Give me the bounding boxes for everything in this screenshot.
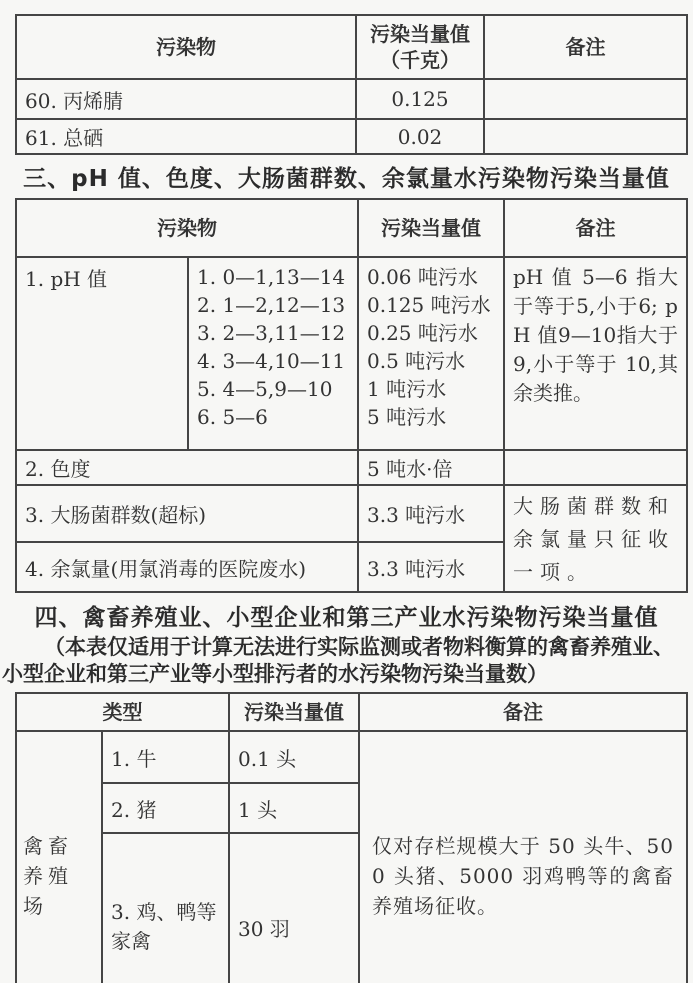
merged-remark-cell: 仅对存栏规模大于 50 头牛、500 头猪、5000 羽鸡鸭等的禽畜养殖场征收。 bbox=[359, 731, 687, 983]
ph-label-cell: 1. pH 值 bbox=[16, 257, 188, 450]
section4-note: （本表仅适用于计算无法进行实际监测或者物料衡算的禽畜养殖业、小型企业和第三产业等小型排污者的水污染物污染当量数） bbox=[2, 635, 674, 686]
table-row bbox=[16, 731, 687, 783]
value-cell: 0.125 bbox=[356, 79, 484, 119]
ph-remark-text: pH 值 5—6 指大于等于5,小于6; pH 值9—10指大于 9,小于等于 10,其余类推。 bbox=[513, 265, 678, 405]
value-cell: 1 头 bbox=[229, 783, 359, 833]
value-cell: 0.02 bbox=[356, 119, 484, 154]
value-cell: 3.3 吨污水 bbox=[358, 485, 504, 542]
value-cell: 3.3 吨污水 bbox=[358, 542, 504, 592]
remark-cell bbox=[484, 79, 687, 119]
ph-value-item: 0.5 吨污水 bbox=[367, 349, 466, 373]
type-cell: 3. 鸡、鸭等家禽 bbox=[102, 833, 229, 983]
ph-value-item: 0.125 吨污水 bbox=[367, 293, 491, 317]
remark-cell bbox=[504, 450, 687, 485]
type-cell: 2. 猪 bbox=[102, 783, 229, 833]
pollutant-cell: 4. 余氯量(用氯消毒的医院废水) bbox=[16, 542, 358, 592]
pollutant-cell: 2. 色度 bbox=[16, 450, 358, 485]
livestock-table bbox=[15, 692, 688, 983]
col-header-equivalent-value bbox=[356, 15, 484, 79]
remark-cell bbox=[484, 119, 687, 154]
ph-range-item: 4. 3—4,10—11 bbox=[197, 349, 346, 373]
col-header-equivalent-value: 污染当量值 bbox=[358, 199, 504, 257]
pollutant-cell: 61. 总硒 bbox=[16, 119, 356, 154]
merged-remark-cell: 大肠菌群数和余氯量只征收一项。 bbox=[504, 485, 687, 592]
col-header-remark: 备注 bbox=[504, 199, 687, 257]
table-row bbox=[16, 485, 687, 542]
table-header-row bbox=[16, 15, 687, 79]
table-row bbox=[16, 450, 687, 485]
pollutant-cell: 60. 丙烯腈 bbox=[16, 79, 356, 119]
col-header-equivalent-value-line1: 污染当量值 bbox=[370, 22, 470, 46]
ph-value-row bbox=[16, 257, 687, 450]
type-cell: 1. 牛 bbox=[102, 731, 229, 783]
ph-range-list-cell bbox=[188, 257, 358, 450]
ph-remark-cell bbox=[504, 257, 687, 450]
ph-value-item: 1 吨污水 bbox=[367, 377, 447, 401]
section4-title: 四、禽畜养殖业、小型企业和第三产业水污染物污染当量值 bbox=[34, 605, 659, 631]
table-header-row bbox=[16, 693, 687, 731]
table-header-row bbox=[16, 199, 687, 257]
ph-chroma-coliform-table bbox=[15, 198, 688, 593]
col-header-equivalent-value: 污染当量值 bbox=[229, 693, 359, 731]
col-header-pollutant: 污染物 bbox=[16, 199, 358, 257]
col-header-pollutant: 污染物 bbox=[16, 15, 356, 79]
table-row bbox=[16, 79, 687, 119]
ph-value-list-cell bbox=[358, 257, 504, 450]
pollutant-cell: 3. 大肠菌群数(超标) bbox=[16, 485, 358, 542]
ph-range-item: 1. 0—1,13—14 bbox=[197, 265, 346, 289]
ph-range-item: 5. 4—5,9—10 bbox=[197, 377, 333, 401]
ph-range-item: 2. 1—2,12—13 bbox=[197, 293, 346, 317]
value-cell: 5 吨水·倍 bbox=[358, 450, 504, 485]
ph-range-item: 3. 2—3,11—12 bbox=[197, 321, 346, 345]
col-header-equivalent-value-line2: （千克） bbox=[380, 48, 460, 72]
section3-title: 三、pH 值、色度、大肠菌群数、余氯量水污染物污染当量值 bbox=[23, 166, 670, 192]
col-header-remark: 备注 bbox=[359, 693, 687, 731]
col-header-remark: 备注 bbox=[484, 15, 687, 79]
value-cell: 30 羽 bbox=[229, 833, 359, 983]
ph-value-item: 5 吨污水 bbox=[367, 405, 447, 429]
table-row bbox=[16, 119, 687, 154]
ph-value-item: 0.06 吨污水 bbox=[367, 265, 478, 289]
pollutant-kg-table bbox=[15, 14, 688, 155]
value-cell: 0.1 头 bbox=[229, 731, 359, 783]
ph-range-item: 6. 5—6 bbox=[197, 405, 268, 429]
col-header-type: 类型 bbox=[16, 693, 229, 731]
ph-value-item: 0.25 吨污水 bbox=[367, 321, 478, 345]
livestock-group-cell: 禽畜养殖场 bbox=[16, 731, 102, 983]
